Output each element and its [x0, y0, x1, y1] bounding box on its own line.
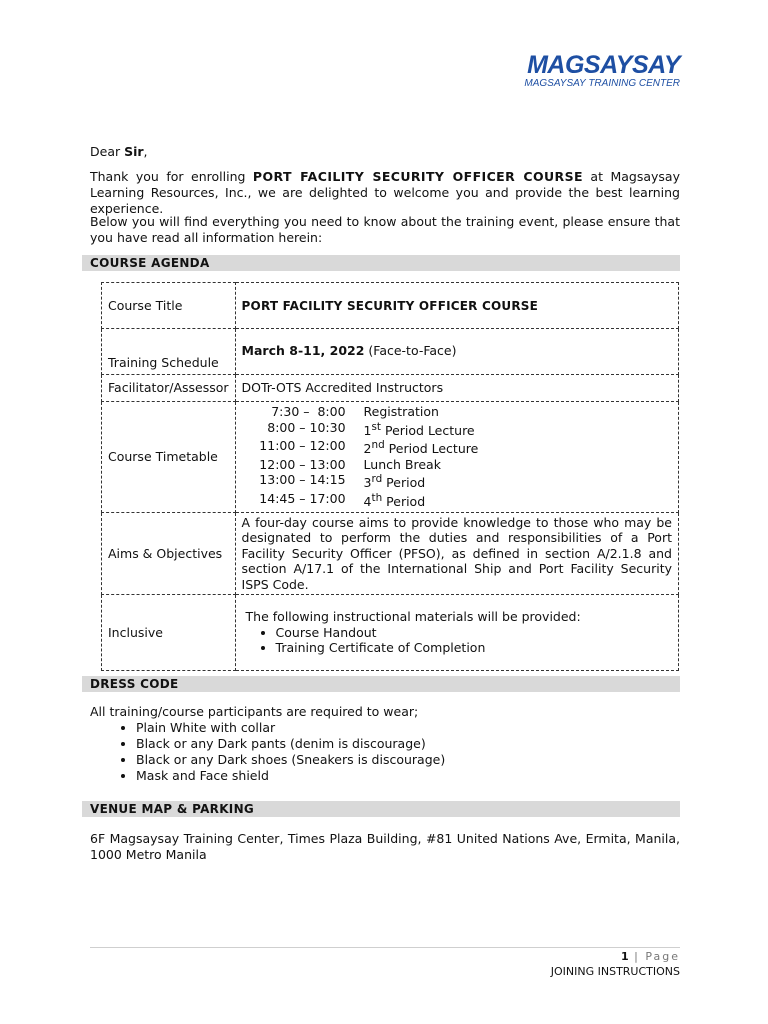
- dress-code-intro: All training/course participants are required to wear;: [90, 704, 419, 719]
- timetable-activity-text: Period Lecture: [381, 422, 475, 438]
- timetable-activity-text: Lunch Break: [363, 456, 441, 472]
- timetable-activity-text: 2: [363, 441, 372, 457]
- timetable-activity: [364, 438, 479, 457]
- timetable-row: [242, 457, 672, 473]
- agenda-row-timetable: [102, 402, 679, 513]
- timetable-activity: [364, 420, 475, 439]
- timetable-row: [242, 472, 672, 491]
- greeting-name: Sir: [124, 144, 144, 159]
- list-item: • Black or any Dark pants (denim is discourage): [136, 736, 445, 752]
- intro-course-name: PORT FACILITY SECURITY OFFICER COURSE: [252, 169, 583, 184]
- footer-doc-title: JOINING INSTRUCTIONS: [550, 965, 680, 978]
- timetable-row: [242, 438, 672, 457]
- aims-label: Aims & Objectives: [102, 512, 236, 595]
- list-item: • Course Handout: [276, 625, 672, 641]
- timetable-time: 7:30 – 8:00: [271, 404, 346, 419]
- timetable-activity: [364, 491, 426, 510]
- timetable-ordinal: nd: [371, 439, 385, 452]
- list-item: • Training Certificate of Completion: [276, 640, 672, 656]
- timetable-activity-text: Period: [382, 494, 426, 510]
- list-item: • Black or any Dark shoes (Sneakers is discourage): [136, 752, 445, 768]
- timetable-activity-text: Period: [382, 475, 426, 491]
- agenda-row-facilitator: [102, 375, 679, 402]
- timetable-time: 11:00 – 12:00: [259, 438, 346, 454]
- timetable-activity-text: 4: [363, 494, 372, 510]
- timetable-ordinal: th: [371, 491, 383, 504]
- intro-text-b: at Magsaysay Learning Resources, Inc., we are delighted to welcome you and provide the best learning experience.: [90, 169, 680, 216]
- timetable-time: 12:00 – 13:00: [259, 456, 346, 472]
- schedule-mode: (Face-to-Face): [364, 343, 457, 358]
- aims-value: A four-day course aims to provide knowledge to those who may be designated to perform the duties and responsibilities of a Port Facility Security Officer (PFSO), as defined in section A/2.1.8 and section A/17.1 of the International Ship and Port Facility Security ISPS Code.: [235, 512, 678, 595]
- dress-code-list: [108, 720, 445, 784]
- greeting: [90, 144, 680, 160]
- schedule-label: Training Schedule: [102, 329, 236, 375]
- timetable-row: [242, 420, 672, 439]
- greeting-prefix: Dear: [90, 144, 125, 159]
- inclusive-label: Inclusive: [102, 595, 236, 671]
- section-venue: VENUE MAP & PARKING: [82, 801, 680, 817]
- timetable-row: [242, 404, 672, 420]
- agenda-row-inclusive: [102, 595, 679, 671]
- timetable-time: 8:00 – 10:30: [267, 419, 346, 435]
- facilitator-label: Facilitator/Assessor: [102, 375, 236, 402]
- footer-page: [621, 949, 680, 964]
- timetable-row: [242, 491, 672, 510]
- inclusive-intro: The following instructional materials will be provided:: [245, 609, 581, 625]
- list-item: • Mask and Face shield: [136, 768, 445, 784]
- list-item: • Plain White with collar: [136, 720, 445, 736]
- timetable-activity: [364, 404, 439, 420]
- footer-divider: [90, 947, 680, 948]
- inclusive-list: [242, 625, 672, 656]
- timetable-label: Course Timetable: [102, 402, 236, 513]
- timetable-activity-text: Period Lecture: [384, 441, 479, 457]
- section-dress-code: DRESS CODE: [82, 676, 680, 692]
- timetable-activity: [364, 472, 426, 491]
- schedule-date: March 8-11, 2022: [241, 343, 365, 358]
- agenda-row-aims: [102, 512, 679, 595]
- facilitator-value: DOTr-OTS Accredited Instructors: [235, 375, 678, 402]
- agenda-table: [101, 282, 679, 671]
- company-logo: [520, 52, 680, 90]
- timetable-ordinal: st: [371, 420, 382, 433]
- intro-text-a: Thank you for enrolling: [90, 169, 253, 184]
- timetable-activity-text: 1: [363, 422, 372, 438]
- logo-subtitle: MAGSAYSAY TRAINING CENTER: [524, 78, 680, 89]
- timetable-ordinal: rd: [371, 473, 383, 486]
- timetable-time: 13:00 – 14:15: [259, 472, 346, 488]
- inclusive-cell: [235, 595, 678, 671]
- venue-address: 6F Magsaysay Training Center, Times Plaza Building, #81 United Nations Ave, Ermita, Manila, 1000 Metro Manila: [90, 831, 680, 862]
- agenda-row-schedule: [102, 329, 679, 375]
- timetable-activity-text: 3: [363, 475, 372, 491]
- timetable-activity-text: Registration: [363, 404, 439, 419]
- timetable-activity: [364, 457, 441, 473]
- page-number: 1: [621, 950, 629, 963]
- timetable-cell: [235, 402, 678, 513]
- course-title-value: PORT FACILITY SECURITY OFFICER COURSE: [235, 283, 678, 329]
- schedule-value: [235, 329, 678, 375]
- page-label: | Page: [628, 950, 680, 963]
- intro-paragraph: [90, 169, 680, 217]
- timetable-time: 14:45 – 17:00: [259, 490, 346, 506]
- logo-brand: MAGSAYSAY: [527, 51, 680, 79]
- section-course-agenda: COURSE AGENDA: [82, 255, 680, 271]
- greeting-suffix: ,: [143, 144, 148, 159]
- course-title-label: Course Title: [102, 283, 236, 329]
- info-paragraph: Below you will find everything you need to know about the training event, please ensure that you have read all information herein:: [90, 214, 680, 245]
- agenda-row-title: [102, 283, 679, 329]
